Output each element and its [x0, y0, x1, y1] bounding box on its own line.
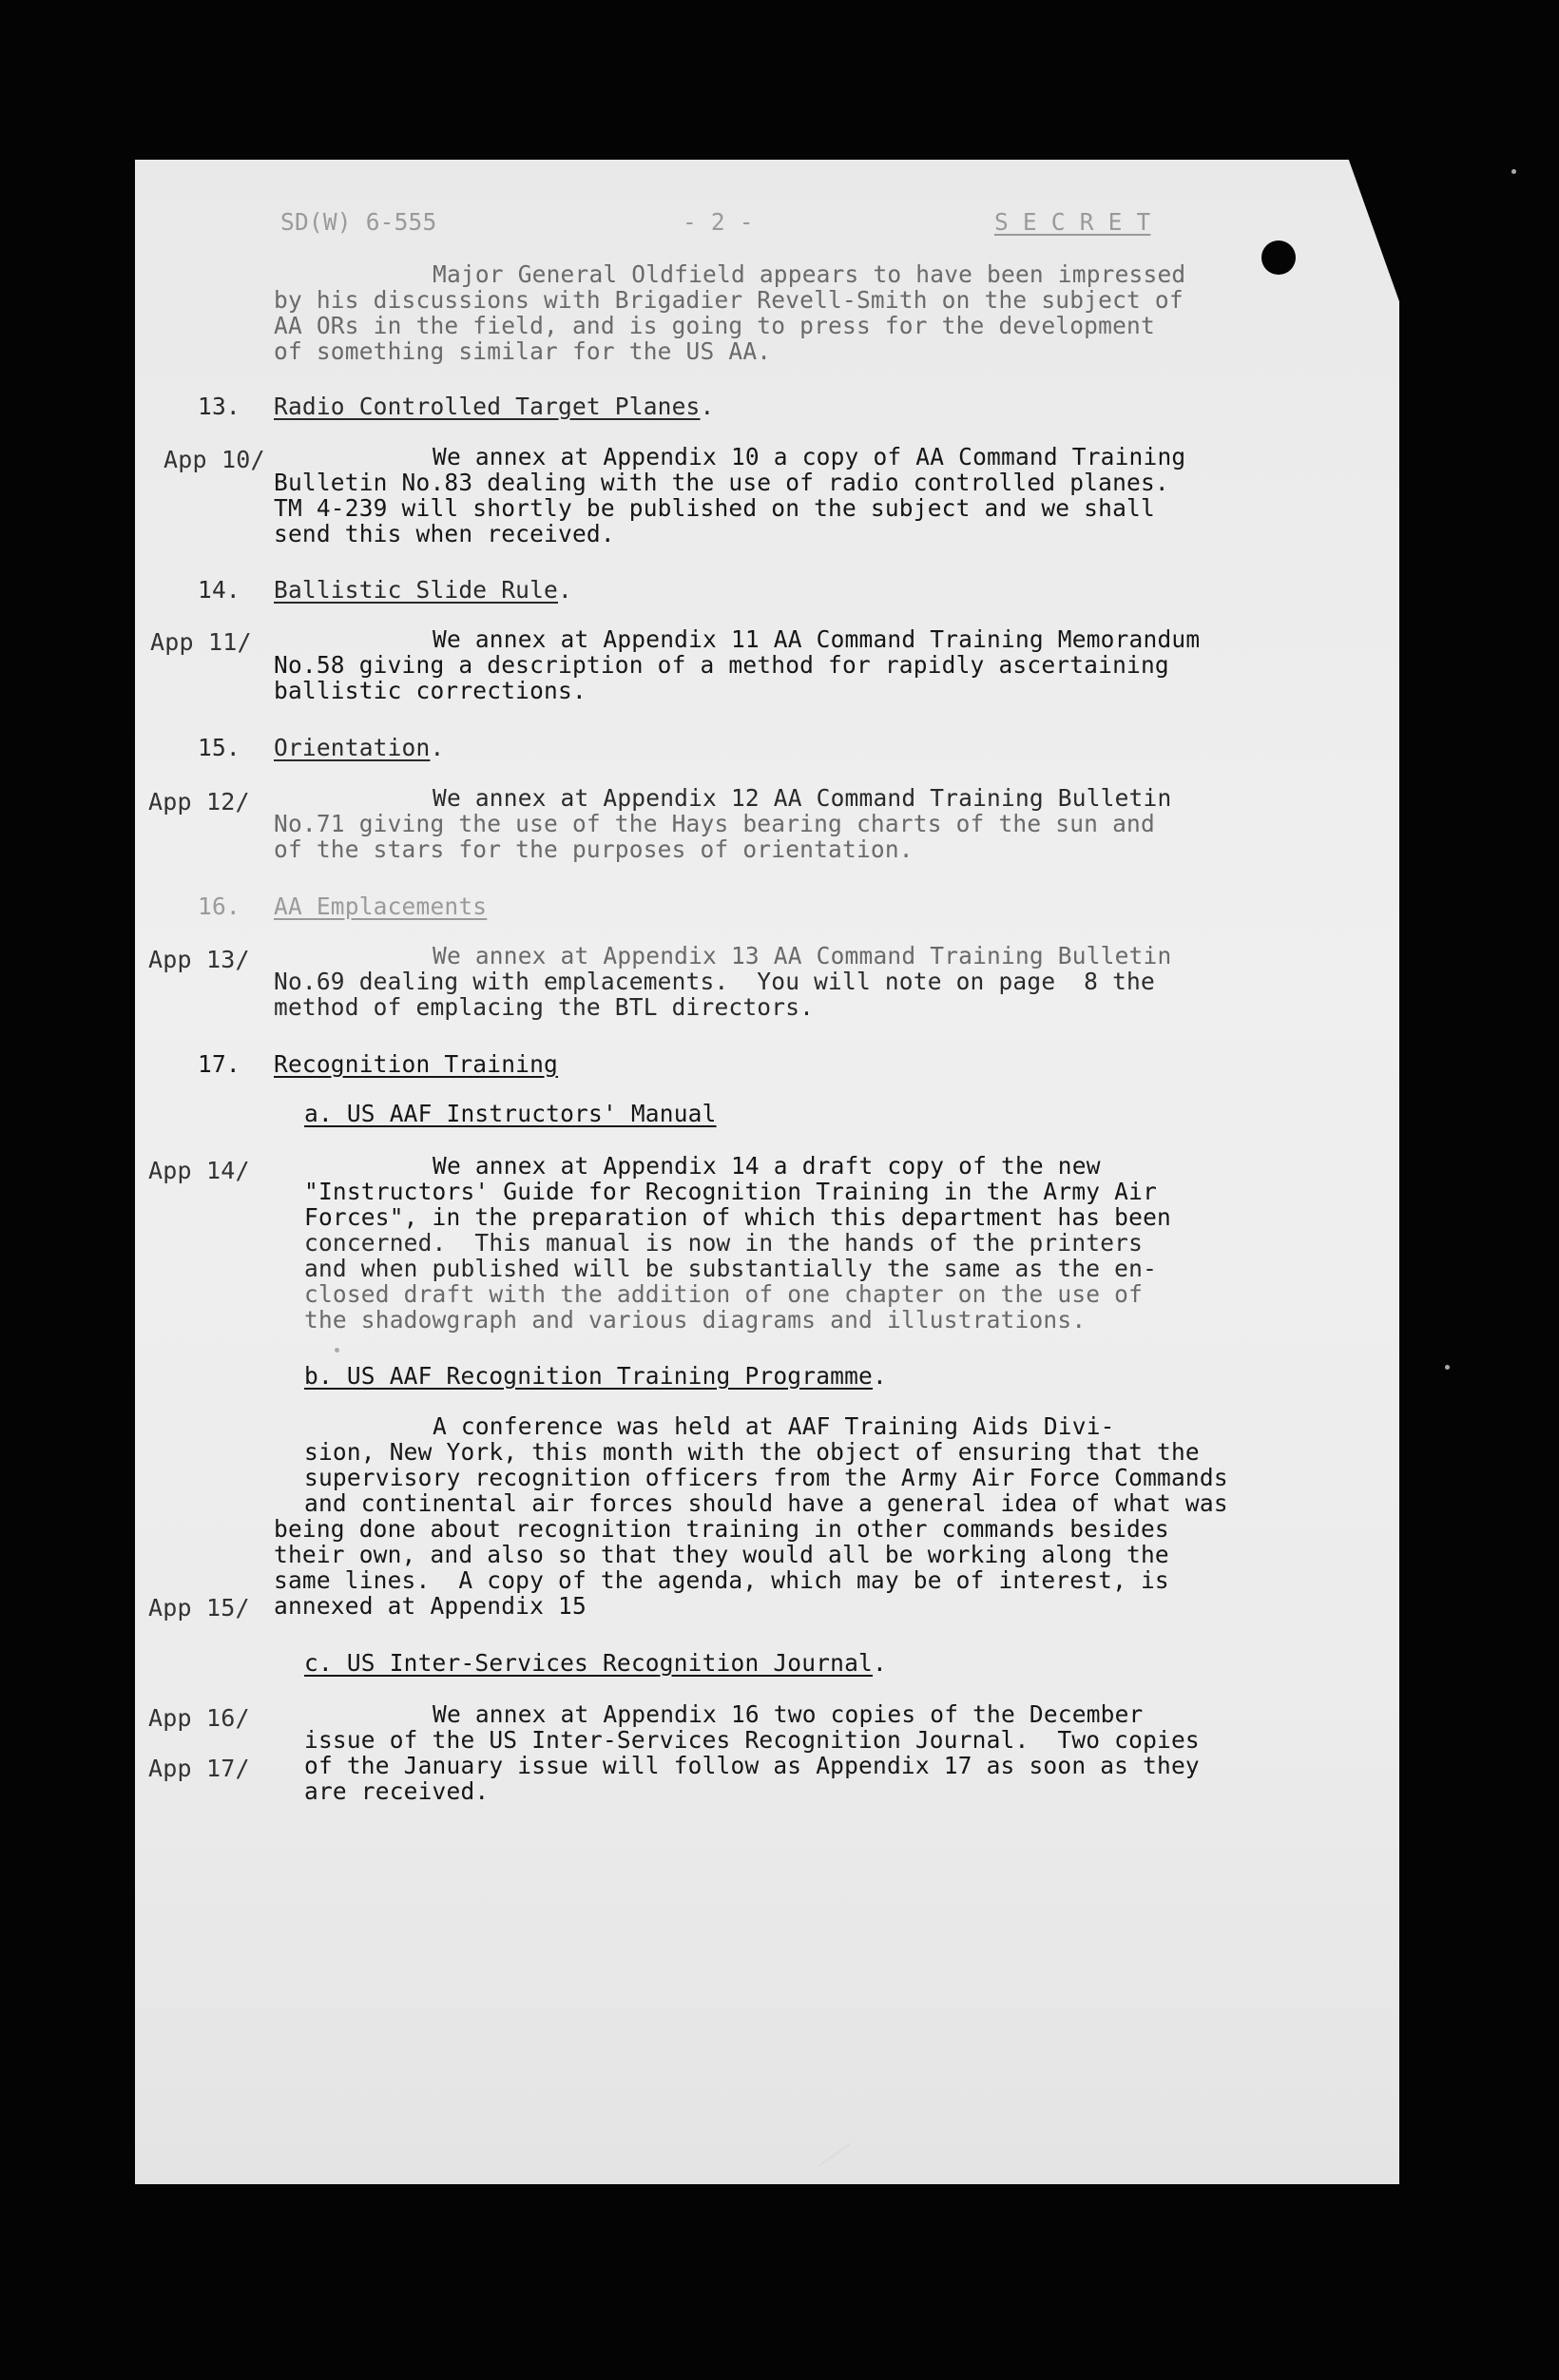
heading-period: .	[873, 1649, 887, 1677]
section-title: Orientation	[274, 734, 431, 761]
subsection-heading	[304, 1363, 887, 1390]
paragraph-line: Forces", in the preparation of which this department has been	[304, 1203, 1171, 1231]
intro-line: AA ORs in the field, and is going to press for the development	[274, 312, 1155, 339]
paragraph-line: TM 4-239 will shortly be published on the subject and we shall	[274, 494, 1155, 522]
paragraph-line: supervisory recognition officers from the Army Air Force Commands	[304, 1464, 1228, 1491]
subsection-title: a. US AAF Instructors' Manual	[304, 1100, 717, 1127]
paragraph-line: A conference was held at AAF Training Aids Divi-	[433, 1412, 1115, 1440]
section-heading	[274, 735, 444, 761]
section-title: Recognition Training	[274, 1050, 559, 1078]
paragraph-line: annexed at Appendix 15	[274, 1592, 587, 1620]
subsection-title: c. US Inter-Services Recognition Journal	[304, 1649, 874, 1677]
page-number: - 2 -	[683, 208, 754, 236]
paragraph-line: concerned. This manual is now in the hands of the printers	[304, 1229, 1144, 1257]
intro-line: by his discussions with Brigadier Revell-Smith on the subject of	[274, 286, 1184, 314]
section-number: 16.	[198, 892, 241, 920]
section-title: AA Emplacements	[274, 892, 488, 920]
section-heading	[274, 393, 714, 420]
paragraph-line: issue of the US Inter-Services Recognition Journal. Two copies	[304, 1726, 1200, 1754]
section-number: 15.	[198, 734, 241, 761]
section-title: Radio Controlled Target Planes	[274, 393, 701, 420]
paragraph-line: send this when received.	[274, 520, 615, 547]
section-number: 17.	[198, 1050, 241, 1078]
film-speck	[335, 1348, 339, 1353]
section-number: 13.	[198, 393, 241, 420]
paragraph-line: sion, New York, this month with the object of ensuring that the	[304, 1438, 1200, 1466]
paragraph-line: and when published will be substantially the same as the en-	[304, 1255, 1158, 1282]
paragraph-line: the shadowgraph and various diagrams and illustrations.	[304, 1306, 1087, 1334]
paragraph-line: closed draft with the addition of one chapter on the use of	[304, 1280, 1144, 1308]
paragraph-line: and continental air forces should have a general idea of what was	[304, 1489, 1228, 1517]
appendix-margin-note: App 16/	[148, 1704, 250, 1732]
heading-period: .	[430, 734, 445, 761]
appendix-margin-note: App 10/	[164, 446, 265, 473]
paragraph-line: "Instructors' Guide for Recognition Training in the Army Air	[304, 1178, 1158, 1205]
appendix-margin-note: App 13/	[148, 946, 250, 973]
paragraph-line: We annex at Appendix 10 a copy of AA Command Training	[433, 443, 1186, 470]
film-speck	[1445, 1365, 1450, 1370]
subsection-title: b. US AAF Recognition Training Programme	[304, 1362, 874, 1390]
heading-period: .	[873, 1362, 887, 1390]
appendix-margin-note: App 17/	[148, 1755, 250, 1782]
appendix-margin-note: App 14/	[148, 1157, 250, 1184]
section-heading	[274, 577, 572, 604]
paragraph-line: We annex at Appendix 11 AA Command Training Memorandum	[433, 625, 1201, 653]
paragraph-line: We annex at Appendix 12 AA Command Training Bulletin	[433, 784, 1172, 812]
section-number: 14.	[198, 576, 241, 604]
paragraph-line: their own, and also so that they would all be working along the	[274, 1541, 1169, 1568]
appendix-margin-note: App 12/	[148, 788, 250, 816]
paragraph-line: are received.	[304, 1777, 490, 1805]
paragraph-line: We annex at Appendix 16 two copies of the December	[433, 1700, 1144, 1728]
appendix-margin-note: App 11/	[150, 628, 252, 656]
security-classification: S E C R E T	[994, 208, 1151, 236]
heading-period: .	[558, 576, 572, 604]
paragraph-line: ballistic corrections.	[274, 677, 587, 704]
subsection-heading	[304, 1650, 887, 1677]
document-reference: SD(W) 6-555	[280, 208, 437, 236]
paragraph-line: No.71 giving the use of the Hays bearing charts of the sun and	[274, 810, 1155, 837]
paragraph-line: No.69 dealing with emplacements. You will note on page 8 the	[274, 968, 1155, 995]
heading-period: .	[700, 393, 715, 420]
paragraph-line: method of emplacing the BTL directors.	[274, 993, 815, 1021]
paragraph-line: of the January issue will follow as Appendix 17 as soon as they	[304, 1752, 1200, 1779]
paragraph-line: No.58 giving a description of a method for rapidly ascertaining	[274, 651, 1169, 679]
film-speck	[1511, 169, 1516, 174]
paragraph-line: same lines. A copy of the agenda, which may be of interest, is	[274, 1566, 1169, 1594]
paragraph-line: We annex at Appendix 13 AA Command Training Bulletin	[433, 942, 1172, 969]
intro-line: of something similar for the US AA.	[274, 337, 772, 365]
intro-line: Major General Oldfield appears to have been impressed	[433, 260, 1186, 288]
paragraph-line: being done about recognition training in other commands besides	[274, 1515, 1169, 1543]
paragraph-line: We annex at Appendix 14 a draft copy of the new	[433, 1152, 1101, 1180]
punch-hole	[1261, 240, 1296, 275]
paragraph-line: Bulletin No.83 dealing with the use of radio controlled planes.	[274, 469, 1169, 496]
appendix-margin-note: App 15/	[148, 1594, 250, 1622]
section-title: Ballistic Slide Rule	[274, 576, 559, 604]
paragraph-line: of the stars for the purposes of orientation.	[274, 835, 914, 863]
